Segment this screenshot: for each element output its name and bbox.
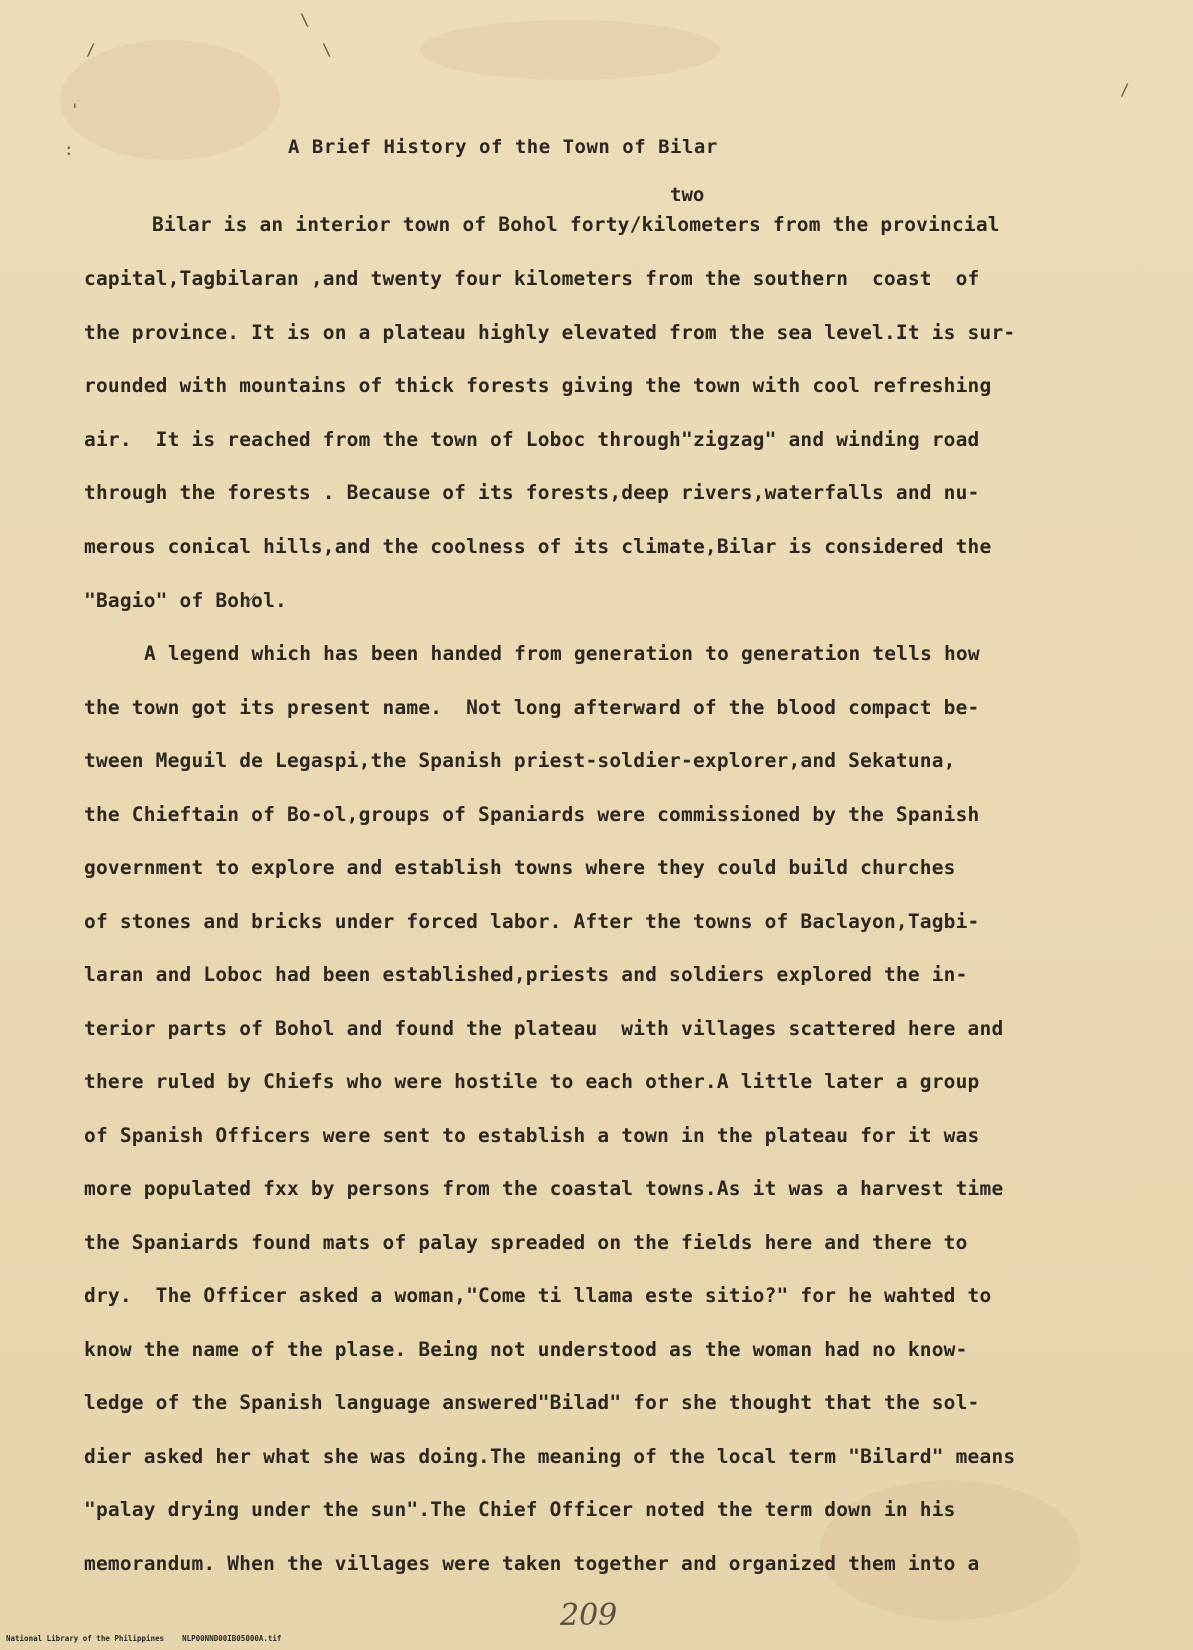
- margin-mark: /: [1120, 80, 1130, 99]
- body-line: the Spaniards found mats of palay spreaded on the fields here and there to: [84, 1231, 968, 1254]
- body-line: government to explore and establish towns where they could build churches: [84, 856, 956, 879]
- body-line: the town got its present name. Not long afterward of the blood compact be-: [84, 696, 980, 719]
- body-line: through the forests . Because of its forests,deep rivers,waterfalls and nu-: [84, 481, 980, 504]
- body-line: "palay drying under the sun".The Chief Officer noted the term down in his: [84, 1498, 956, 1521]
- body-line: more populated fxx by persons from the coastal towns.As it was a harvest time: [84, 1177, 1004, 1200]
- body-line: terior parts of Bohol and found the plateau with villages scattered here and: [84, 1017, 1004, 1040]
- body-line: rounded with mountains of thick forests giving the town with cool refreshing: [84, 374, 992, 397]
- body-line: the Chieftain of Bo-ol,groups of Spaniards were commissioned by the Spanish: [84, 803, 980, 826]
- body-line: of Spanish Officers were sent to establish a town in the plateau for it was: [84, 1124, 980, 1147]
- paper-stain: [420, 20, 720, 80]
- body-line: of stones and bricks under forced labor. After the towns of Baclayon,Tagbi-: [84, 910, 980, 933]
- body-line: there ruled by Chiefs who were hostile to each other.A little later a group: [84, 1070, 980, 1093]
- margin-mark: /: [86, 40, 96, 59]
- interlinear-insert: two: [670, 184, 705, 206]
- body-line: dry. The Officer asked a woman,"Come ti llama este sitio?" for he wahted to: [84, 1284, 992, 1307]
- margin-mark: \: [300, 10, 310, 29]
- body-line: know the name of the plase. Being not understood as the woman had no know-: [84, 1338, 968, 1361]
- body-line: tween Meguil de Legaspi,the Spanish priest-soldier-explorer,and Sekatuna,: [84, 749, 956, 772]
- handwritten-page-number: 209: [560, 1598, 618, 1633]
- body-line: laran and Loboc had been established,priests and soldiers explored the in-: [84, 963, 968, 986]
- body-line: Bilar is an interior town of Bohol forty/kilometers from the provincial: [152, 213, 1000, 236]
- margin-mark: \: [322, 40, 332, 59]
- body-line: "Bagio" of Bohol.: [84, 589, 287, 612]
- body-line: dier asked her what she was doing.The meaning of the local term "Bilard" means: [84, 1445, 1016, 1468]
- body-line: merous conical hills,and the coolness of its climate,Bilar is considered the: [84, 535, 992, 558]
- body-line: ledge of the Spanish language answered"Bilad" for she thought that the sol-: [84, 1391, 980, 1414]
- body-line: A legend which has been handed from generation to generation tells how: [144, 642, 980, 665]
- body-line: capital,Tagbilaran ,and twenty four kilometers from the southern coast of: [84, 267, 980, 290]
- margin-mark: ': [70, 100, 80, 119]
- margin-mark: :: [64, 140, 74, 159]
- scan-footer: National Library of the Philippines NLP00NND00IB05000A.tif: [6, 1634, 282, 1643]
- body-line: air. It is reached from the town of Loboc through"zigzag" and winding road: [84, 428, 980, 451]
- body-line: the province. It is on a plateau highly elevated from the sea level.It is sur-: [84, 321, 1016, 344]
- document-title: A Brief History of the Town of Bilar: [288, 136, 718, 158]
- body-line: memorandum. When the villages were taken together and organized them into a: [84, 1552, 980, 1575]
